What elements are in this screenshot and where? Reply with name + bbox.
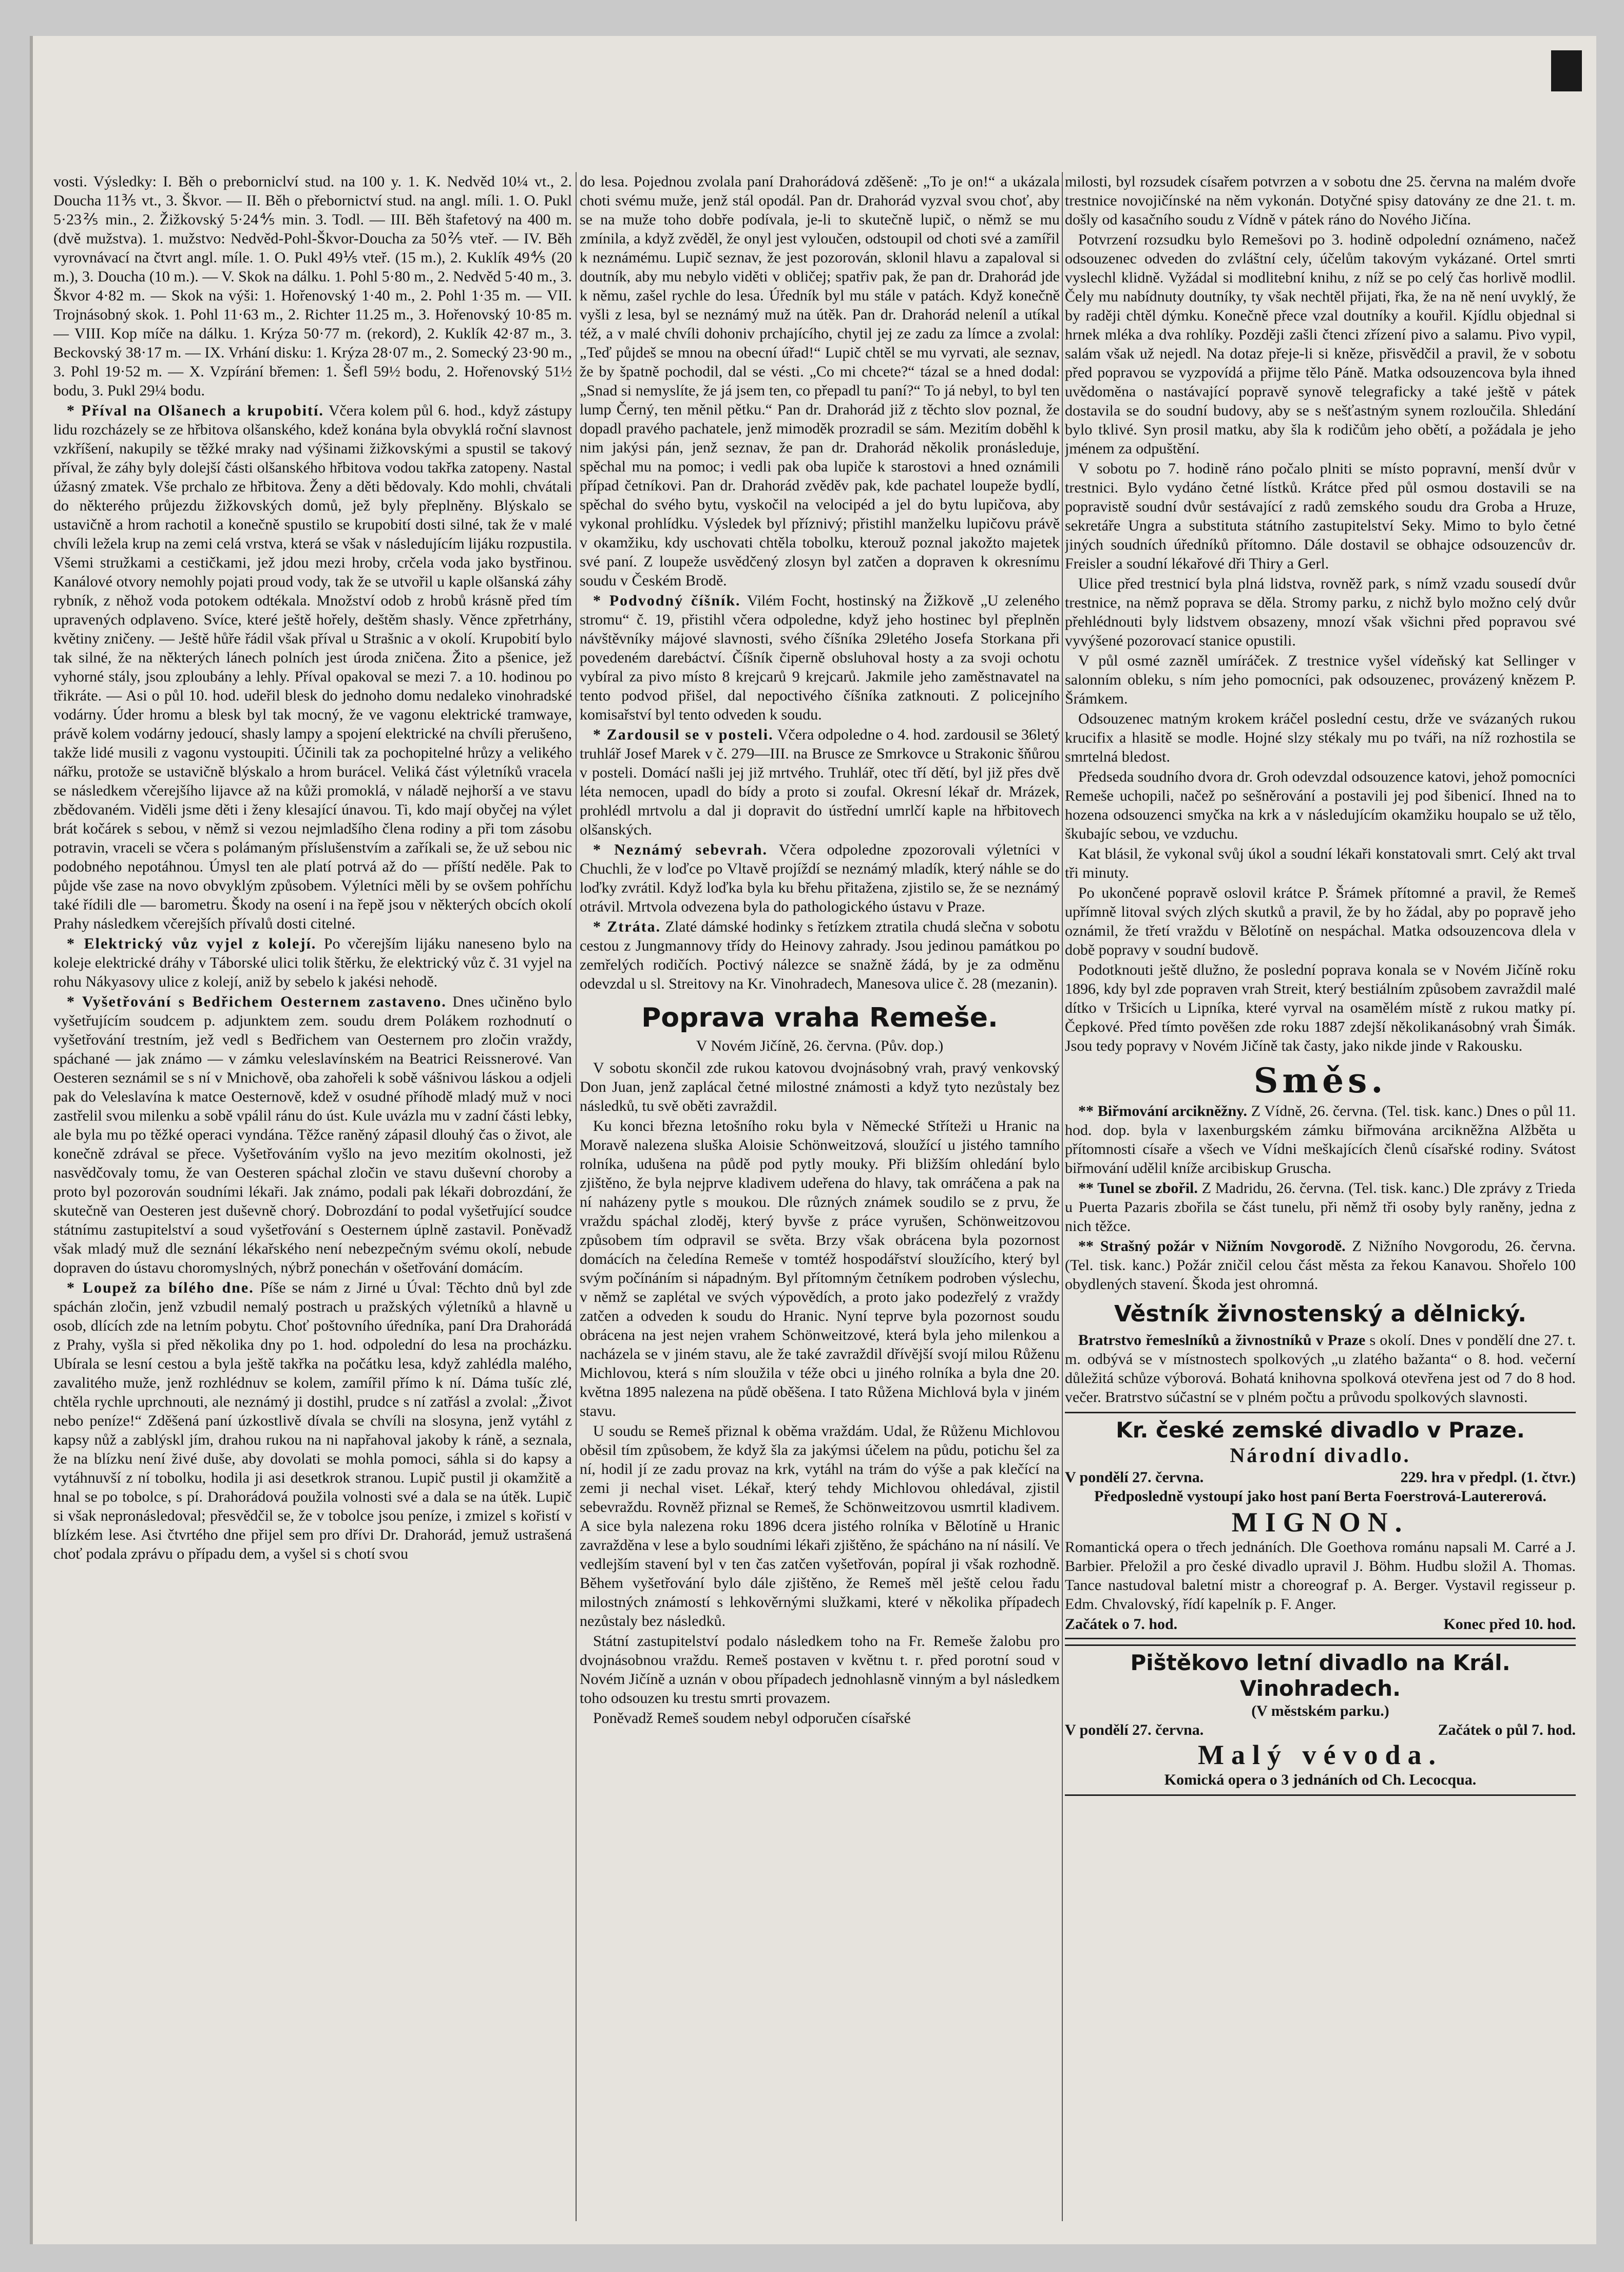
theatre-subtitle: Národní divadlo.	[1230, 1444, 1411, 1467]
execution-paragraph: Potvrzení rozsudku bylo Remešovi po 3. hodině odpolední oznámeno, načež odsouzenec odveden do zvláštní cely, účelům takovým vykázané. Ortel smrti vyslechl klidně. Vyžádal si modlitební knihu, z níž se po celý čas horlivě modlil. Čely mu nabídnuty doutníky, ty však nechtěl přijati, řka, že na ně není uvyklý, že by raději chtěl dýmku. Konečně přece vzal doutníky a kouřil. Kjídlu objednal si hrnek mléka a dva rohlíky. Později zašli čtenci zřízení pivo a salamu. Pivo vypil, salám však už nejedl. Na dotaz přeje-li si kněze, přisvědčil a pravil, že v sobotu před popravou se vyzpovídá a přijme tělo Páně. Matka odsouzencova byla ihned uvědoměna o nastávající popravě synově telegraficky a také ještě v pátek dostavila se do soudní budovy, aby se s nešťastným synem rozloučila. Shledání bylo tklivé. Syn prosil matku, aby šla k rodičům jeho obětí, a požádala je jeho jménem za odpuštění.	[1065, 231, 1576, 457]
article-lead: * Ztráta.	[593, 918, 661, 935]
misc-body: Z Nižního Novgorodu, 26. června. (Tel. tisk. kanc.) Požár zničil celou část města za řekou Kanavou. Shořelo 100 obydlených stavení. Škoda jest ohromná.	[1065, 1238, 1576, 1293]
execution-paragraph: Odsouzenec matným krokem kráčel poslední cestu, drže ve svázaných rukou krucifix a hlasitě se modle. Hojné slzy stékaly mu po tváři, na níž rozhostila se smrtelná bledost.	[1065, 710, 1576, 765]
article-oestern	[53, 992, 572, 1277]
misc-lead: ** Tunel se zbořil.	[1078, 1180, 1198, 1197]
article-body: Dnes učiněno bylo vyšetřujícím soudcem p. adjunktem zem. soudu drem Polákem rozhodnutí o vyšetřování trestním, jež vedl s Bedřichem van Oesternem pro zločin vraždy, spáchané — jak známo — v zámku veleslavínském na Beatrici Reissnerové. Van Oesteren seznámil se s ní v Mnichově, oba zahořeli k sobě vášnivou láskou a odjeli pak do Veleslavína k matce Oesternově, kdež v osudné příhodě mladý muž v noci zastřelil svou milenku a sobě vpálil ránu do úst. Kule uvázla mu v zadní části lebky, ale byla mu po těžké operaci vyndána. Těžce raněný zápasil dlouhý čas o život, ale konečně zdrával se přece. Vyšetřováním vyšlo na jevo mezitím okolnosti, jež nasvědčovaly tomu, že van Oesteren spáchal zločin ve stavu duševní choroby a proto byl pozorován soudními lékaři. Jak známo, podali pak lékaři dobrozdání, že skutečně van Oesteren jest duševně chorý. Dobrozdání to podal vyšetřující soudce státnímu zastupitelství a soud vyšetřování s Oesternem úplně zastavil. Poněvadž však mladý muž dle seznání lékařského není nebezpečným svému okolí, nebude dopraven do ústavu choromyslných, nýbrž ponechán v ošetřování domácím.	[53, 993, 572, 1276]
theatre-title: Pištěkovo letní divadlo na Král. Vinohradech.	[1130, 1650, 1511, 1701]
misc-body: Z Madridu, 26. června. (Tel. tisk. kanc.) Dle zprávy z Trieda u Puerta Pazaris zbořila se část tunelu, při němž tři osoby byly raněny, jedna z nich těžce.	[1065, 1180, 1576, 1235]
execution-paragraph: Kat blásil, že vykonal svůj úkol a soudní lékaři konstatovali smrt. Celý akt trval tři minuty.	[1065, 845, 1576, 881]
execution-paragraph: V půl osmé zazněl umíráček. Z trestnice vyšel vídeňský kat Sellinger v salonním obleku, s ním jeho pomocníci, pak odsouzenec, provázený knězem P. Šrámkem.	[1065, 652, 1576, 707]
play-title: Malý vévoda.	[1198, 1739, 1443, 1770]
vestnik-item	[1065, 1331, 1576, 1407]
article-body: Včera odpoledne zpozorovali výletníci v Chuchli, že v loďce po Vltavě projíždí se neznámý mladík, který náhle se do loďky zvrátil. Když loďka byla ku břehu přitažena, zjistilo se, že se neznámý otrávil. Mrtvola odvezena byla do pathologického ústavu v Praze.	[580, 841, 1060, 915]
execution-paragraph: Ulice před trestnicí byla plná lidstva, rovněž park, s nímž vzadu sousedí dvůr trestnice, na němž popravа se děla. Stromy parku, z nichž bylo možno celý dvůr přehlédnouti byly lidstvem obsazeny, mnozí však všichni před popravou své vyvýšené pozorovací stanice opustili.	[1065, 575, 1576, 649]
misc-lead: ** Biřmování arcikněžny.	[1078, 1103, 1248, 1120]
play-title: MIGNON.	[1231, 1507, 1409, 1538]
column-right	[1065, 172, 1576, 2221]
scan-corner-mark	[1551, 50, 1582, 91]
vestnik-lead: Bratrstvo řemeslníků a živnostníků v Praze	[1078, 1332, 1366, 1349]
article-suicide	[580, 725, 1060, 839]
misc-item	[1065, 1102, 1576, 1178]
theatre-listing-national	[1065, 1412, 1576, 1639]
theatre-date: V pondělí 27. června.	[1065, 1721, 1204, 1738]
theatre-listing-summer	[1065, 1644, 1576, 1796]
theatre-note: Předposledně vystoupí jako host paní Berta Foerstrová-Lautererová.	[1094, 1488, 1546, 1505]
theatre-times-row	[1065, 1615, 1576, 1634]
article-lead: * Příval na Olšanech a krupobití.	[67, 402, 324, 419]
play-description: Romantická opera o třech jednáních. Dle Goethova románu napsali M. Carré a J. Barbier. Přeložil a pro české divadlo upravil J. Böhm. Hudbu složil A. Thomas. Tance nastudoval baletní mistr a choreograf p. A. Berger. Vystavil regisseur p. Edm. Chvalovský, řídí kapelník p. F. Anger.	[1065, 1539, 1576, 1613]
misc-body: Z Vídně, 26. června. (Tel. tisk. kanc.) Dnes o půl 11. hod. dop. byla v laxenburgském zámku biřmována arcikněžna Alžběta u přítomnosti císaře a všech ve Vídni meškajících členů císařské rodiny. Svátost biřmování udělil kníže arcibiskup Gruscha.	[1065, 1103, 1576, 1177]
theatre-date-row	[1065, 1720, 1576, 1739]
article-body: Po včerejším lijáku naneseno bylo na koleje elektrické dráhy v Táborské ulici tolik štěrku, že elektrický vůz č. 31 vyjel na rohu Nákyasovy ulice z kolejí, aniž by sebelo k jakési nehodě.	[53, 935, 572, 990]
article-headline: Poprava vraha Remeše.	[641, 1002, 998, 1033]
execution-paragraph: Poněvadž Remeš soudem nebyl odporučen císařské	[593, 1710, 911, 1727]
column-rule	[576, 172, 577, 2221]
article-tram	[53, 934, 572, 991]
theatre-date: V pondělí 27. června.	[1065, 1469, 1204, 1486]
article-unknown	[580, 840, 1060, 916]
execution-paragraph: Ku konci března letošního roku byla v Německé Stříteži u Hranic na Moravě nalezena sluška Aloisie Schönweitzová, sloužící u jistého tamního rolníka, udušena na půdě pod pytly mouky. Při bližším ohledání bylo zjištěno, že byla nejprve kladivem udeřena do hlavy, tak omráčena a pak na ní naházeny pytle s moukou. Dle různých známek soudilo se z prvu, že vraždu spáchal zloděj, který byvše z práce vyrušen, Schönweitzovou způsobem tím odpravil se světa. Brzy však obrácena byla pozornost domácích na čeledína Remeše v tomtéž hospodářství sloužícího, který byl svým počínáním si nápadným. Byl přítomným četníkem podroben výslechu, v němž se zaplétal ve svých výpovědích, a proto jako podezřelý z vraždy zatčen a odveden k soudu do Hranic. Nyní teprve byla pozornost soudu obrácena na jest nejen vrahem Schönweitzové, která byla jeho milenkou a nacházela se v jiném stavu, ale že také zavraždil dřívější svojí milou Růženu Michlovou, která s ním sloužila v téže obci u jiného rolníka a byla dne 20. května 1895 nalezena na půdě oběšena. I tato Růžena Michlová byla v jiném stavu.	[580, 1118, 1060, 1419]
execution-paragraph: Podotknouti ještě dlužno, že poslední poprava konala se v Novém Jičíně roku 1896, kdy byl zde popraven vrah Streit, který bestiálním způsobem zavraždil malé dítko v Tršicích u Lipníka, které vyrval na osamělém místě z rukou matky pí. Čepkové. Před tímto pověšen zde roku 1887 zdejší několikanásobný vrah Šimák. Jsou tedy popravy v Novém Jičíně tak časty, jako nikde jinde v Rakousku.	[1065, 961, 1576, 1054]
column-middle	[580, 172, 1060, 2221]
article-body: Vilém Focht, hostinský na Žižkově „U zeleného stromu“ č. 19, přistihl včera odpoledne, když jeho hostinec byl přeplněn návštěvníky májové slavnosti, svého číšníka 29letého Josefa Storkana při povedeném darebáctví. Číšník čiperně obsluhoval hosty a za svoji ochotu vybíral za pivo místo 8 krejcarů 9 krejcarů. Jakmile jeho zaměstnavatel na tento podvod přišel, dal nepoctivého číšníka zatknouti. Z policejního komisařství byl tento odveden k soudu.	[580, 592, 1060, 723]
article-lead: * Vyšetřování s Bedřichem Oesternem zastaveno.	[67, 993, 447, 1010]
article-body: Včera kolem půl 6. hod., když zástupy lidu rozcházely se ze hřbitova olšanského, kdež konána byla obvyklá roční slavnost vzkříšení, nakupily se těžké mraky nad výšinami žižkovskými a spustil se takový příval, že záhy byly dolejší části olšanského hřbitova vodou takřka zatopeny. Nastal úžasný zmatek. Vše prchalo ze hřbitova. Ženy a děti bědovaly. Kdo mohli, chvátali do některého průjezdu žižkovských domů, jež byly přeplněny. Blýskalo se ustavičně a hrom rachotil a konečně spustilo se krupobití dosti silné, tak že v malé chvíli ležela krup na zemi celá vrstva, která se však v následujícím lijáku rozpustila. Všemi stružkami a cestičkami, jež jdou mezi hroby, crčela voda jako bystřinou. Kanálové otvory nemohly pojati proud vody, tak že se utvořil u kaple olšanská záhy rybník, z něhož voda potokem odtékala. Množství odob z hrobů krásně před tím upravených odplaveno. Svíce, které ještě hořely, deštěm shasly. Věnce zpřetrhány, květiny zničeny. — Ještě hůře řádil však příval u Strašnic a v okolí. Krupobití bylo tak silné, že na některých lánech polních jest úroda zničena. Žito a pšenice, jež vyhorné stály, jsou zploubány a lehly. Příval opakoval se mezi 7. a 10. hodinou po třikráte. — Asi o půl 10. hod. udeřil blesk do jednoho domu nedaleko vinohradské vodárny. Úder hromu a blesk byl tak mocný, že ve vagonu elektrické tramwaye, právě kolem vodárny jedoucí, shasly lampy a spojení elektrické na chvíli přerušeno, takže lidé musili z vagonu vystoupiti. Účinili tak za pochopitelné hrůzy a velikého nářku, protože se ustavičně blýskalo a hrom burácel. Veliká část výletníků vracela se následkem včerejšího lijavce až na kůži promoklá, v náladě nejhorší a ve stavu zbědovaném. Viděli jsme děti i ženy klesající únavou. Ti, kdo mají obyčej na výlet brát kočárek s sebou, v němž si vezou nejmladšího člena rodiny a při tom zásobu potravin, vraceli se včera s polámaným příslušenstvím a zaříkali se, že už sebou nic podobného nepotáhnou. Úmysl ten ale platí potrvá až do — příští neděle. Pak to půjde vše zase na novo obvyklým způsobem. Výletníci měli by se ovšem pohříchu také řídili dle — barometru. Škody na osení i na řepě jsou v některých obcích okolí Prahy následkem včerejších přívalů dosti citelné.	[53, 402, 572, 932]
vestnik-body: s okolí. Dnes v pondělí dne 27. t. m. odbývá se v místnostech spolkových „u zlatého bažanta“ o 8. hod. večerní důležitá schůze výborová. Bohatá knihovna spolková otevřena jest od 7 do 8 hod. večer. Bratrstvo súčastní se v plném počtu a průvodu spolkových slavnosti.	[1065, 1332, 1576, 1406]
execution-paragraph: V sobotu skončil zde rukou katovou dvojnásobný vrah, pravý venkovský Don Juan, jenž zaplácal četné milostné známosti a když tyto nezůstaly bez následků, tu svě oběti zavraždil.	[580, 1059, 1060, 1114]
section-title-vestnik: Věstník živnostenský a dělnický.	[1114, 1301, 1526, 1327]
execution-paragraph: U soudu se Remeš přiznal k oběma vraždám. Udal, že Růženu Michlovou oběsil tím způsobem, že když šla za jakýmsi účelem na půdu, potichu šel za ní, hodil jí ze zadu provaz na krk, vytáhl na trám do výše a pak klečící na zemi ji nechal viset. Lékař, který tehdy Michlovou ohledával, zjistil sebevraždu. Rovněž přiznal se Remeš, že Schönweitzovou usmrtil kladivem. A sice byla nalezena roku 1896 dcera jistého rolníka v Bělotíně u Hranic zavražděna v lese a bylo soudními lékaři zjištěno, že spácháno na ní násilí. Ve vedlejším stavení byl v ten čas zatčen vyšetřován, popíral ji však rozhodně. Během vyšetřování bylo dále zjištěno, že Remeš měl ještě celou řadu milostných známostí s lehkověrnými služkami, které v několika případech nezůstaly bez následků.	[580, 1423, 1060, 1630]
misc-lead: ** Strašný požár v Nižním Novgorodě.	[1078, 1238, 1346, 1255]
execution-paragraph: milosti, byl rozsudek císařem potvrzen a v sobotu dne 25. června na malém dvoře trestnice novojičínské na něm vykonán. Dotyčné spisy datovány ze dne 21. t. m. došly od kasačního soudu z Vídně v pátek ráno do Nového Jičína.	[1065, 173, 1576, 228]
article-loss	[580, 917, 1060, 993]
article-lead: * Loupež za bílého dne.	[67, 1279, 254, 1296]
theatre-subtitle: (V městském parku.)	[1251, 1702, 1389, 1719]
misc-item	[1065, 1179, 1576, 1236]
execution-paragraph: Státní zastupitelství podalo následkem toho na Fr. Remeše žalobu pro dvojnásobnou vraždu. Remeš postaven v květnu t. r. před porotní soud v Novém Jičíně a uznán v obou případech jednohlasně vinným a byl následkem toho odsouzen ku trestu smrti provazem.	[580, 1633, 1060, 1707]
column-rule	[1062, 172, 1063, 2221]
article-waiter	[580, 591, 1060, 724]
article-lead: * Elektrický vůz vyjel z kolejí.	[67, 935, 317, 952]
end-time: Konec před 10. hod.	[1443, 1616, 1576, 1633]
execution-paragraph: V sobotu po 7. hodině ráno počalo plniti se místo popravní, menší dvůr v trestnici. Bylo vydáno četné lístků. Krátce před půl osmou dostavili se na popravistě soudní dvůr sestávající z radů zemského soudu dra Groba a Hruze, sekretáře Ungra a substituta státního zastupitelství Seky. Mimo to bylo četné jiných soudních úředníků přítomno. Dále dostavil se obhajce odsouzencův dr. Freisler a soudní lékařové dři Thiry a Gerl.	[1065, 460, 1576, 572]
article-body: Zlaté dámské hodinky s řetízkem ztratila chudá slečna v sobotu cestou z Jungmannovy třídy do Heinovy zahrady. Jsou jedinou památkou po zemřelých rodičích. Poctivý nálezce se snažně žádá, by je za odměnu odevzdal u sl. Streitovy na Kr. Vinohradech, Manesova ulice č. 28 (mezanin).	[580, 918, 1060, 992]
article-robbery	[53, 1278, 572, 1563]
article-lead: * Podvodný číšník.	[593, 592, 741, 609]
article-dateline: V Novém Jičíně, 26. června. (Pův. dop.)	[696, 1037, 944, 1054]
theatre-title: Kr. české zemské divadlo v Praze.	[1116, 1417, 1525, 1443]
column-left	[53, 172, 572, 2221]
article-lead: * Neznámý sebevrah.	[593, 841, 768, 858]
execution-paragraph: Předseda soudního dvora dr. Groh odevzdal odsouzence katovi, jehož pomocníci Remeše uchopili, načež po sešněrování a postavili jej pod šibenicí. Ihned na to hozena odsouzenci smyčka na krk a v následujícím okamžiku houpalo se už tělo, škubajíc sebou, ve vzduchu.	[1065, 768, 1576, 842]
newspaper-page	[30, 36, 1596, 2244]
start-time: Začátek o 7. hod.	[1065, 1616, 1178, 1633]
start-time: Začátek o půl 7. hod.	[1438, 1721, 1576, 1738]
misc-item	[1065, 1237, 1576, 1294]
article-storm	[53, 401, 572, 933]
sports-results: vosti. Výsledky: I. Běh o preborniclví stud. na 100 y. 1. K. Nedvěd 10¼ vt., 2. Doucha 11⅗ vt., 3. Škvor. — II. Běh o přebornictví stud. na angl. míli. 1. O. Pukl 5·23⅖ min., 2. Žižkovský 5·24⅘ min. 3. Todl. — III. Běh štafetový na 400 m. (dvě mužstva). 1. mužstvo: Nedvěd-Pohl-Škvor-Doucha za 50⅖ vteř. — IV. Běh vyrovnávací na čtvrt angl. míle. 1. O. Pukl 49⅕ vteř. (15 m.), 2. Kuklík 49⅘ (20 m.), 3. Doucha (10 m.). — V. Skok na dálku. 1. Pohl 5·80 m., 2. Nedvěd 5·40 m., 3. Škvor 4·82 m. — Skok na výši: 1. Hořenovský 1·40 m., 2. Pohl 1·35 m. — VII. Trojnásobný skok. 1. Pohl 11·63 m., 2. Richter 11.25 m., 3. Hořenovský 10·85 m. — VIII. Kop míče na dálku. 1. Krýza 50·77 m. (rekord), 2. Kuklík 42·87 m., 3. Beckovský 38·17 m. — IX. Vrhání disku: 1. Krýza 28·07 m., 2. Somecký 23·90 m., 3. Pohl 19·52 m. — X. Vzpírání břemen: 1. Šefl 59½ bodu, 2. Hořenovský 51½ bodu, 3. Pukl 29¼ bodu.	[53, 173, 572, 399]
theatre-date-row	[1065, 1468, 1576, 1487]
article-lead: * Zardousil se v posteli.	[593, 726, 774, 743]
article-robbery-cont: do lesa. Pojednou zvolala paní Drahorádová zděšeně: „To je on!“ a ukázala choti svému muže, jenž stál opodál. Pan dr. Drahorád vyzval svou choť, aby se na muže toho dobře podívala, je-li to skutečně lupič, o němž se mu zmínila, a když zvěděl, že onyl jest vyloučen, odstoupil od choti své a zamířil k neznámému. Lupič seznav, že jest pozorován, sklonil hlavu a zapaloval si doutník, aby mu nebylo viděti v obličej; spatřiv pak, že pan dr. Drahorád jde k němu, zašel rychle do lesa. Úředník byl mu stále v patách. Když konečně vyšli z lesa, byl se neznámý muž na útěk. Pan dr. Drahorád neleníl a utíkal též, a v malé chvíli dohoniv prchajícího, chytil jej ze zadu za límce a zvolal: „Teď půjdeš se mnou na obecní úřad!“ Lupič chtěl se mu vyrvati, ale seznav, že by špatně pochodil, dal se vésti. „Co mi chcete?“ tázal se a hned dodal: „Snad si nemyslíte, že já jsem ten, co přepadl tu paní?“ To já nebyl, to byl ten lump Černý, ten měnil pětku.“ Pan dr. Drahorád již z těchto slov poznal, že dopadl pravého pachatele, jenž mimoděk prozradil se sám. Mezitím doběhl k nim jakýsi pán, jenž seznav, že pan dr. Drahorád několik pronásleduje, spěchal mu na pomoc; i vedli pak oba lupiče k starostovi a hned oznámili případ četníkovi. Pan dr. Drahorád zvěděv pak, kde pachatel loupeže bydlí, spěchal do svého bytu, vyskočil na velocipéd a jel do bytu lupičova, aby vykonal prohlídku. Výsledek byl příznivý; přistihl manželku lupičovu právě v okamžiku, kdy uschovati chtěla tobolku, kterouž poznal jakožto majetek své paní. Z loupeže usvědčený zlosyn byl zatčen a dopraven k okresnímu soudu v Českém Brodě.	[580, 173, 1060, 589]
execution-paragraph: Po ukončené popravě oslovil krátce P. Šrámek přítomné a pravil, že Remeš upřímně litoval svých zlých skutků a pravil, že by ho žádal, aby po popravě jeho oznámil, že třetí vraždu v Bělotíně on nespáchal. Matka odsouzencova dlela v době popravy v soudní budově.	[1065, 884, 1576, 958]
play-description: Komická opera o 3 jednáních od Ch. Lecocqua.	[1164, 1771, 1477, 1788]
section-title-smes: Směs.	[1253, 1061, 1387, 1101]
theatre-performance: 229. hra v předpl. (1. čtvr.)	[1400, 1469, 1576, 1486]
article-body: Včera odpoledne o 4. hod. zardousil se 36letý truhlář Josef Marek v č. 279—III. na Brusce ze Smrkovce u Strakonic šňůrou v posteli. Domácí našli jej již mrtvého. Truhlář, otec tří dětí, byl již přes dvě léta nemocen, upadl do bídy a proto si zoufal. Okresní lékař dr. Mrázek, prohlédl mrtvolu a dal ji dopravit do ústřední umrlčí kaple na hřbitovech olšanských.	[580, 726, 1060, 838]
article-body: Píše se nám z Jirné u Úval: Těchto dnů byl zde spáchán zločin, jenž vzbudil nemalý postrach u pražských výletníků a hlavně u osob, dlících zde na letním pobytu. Choť poštovního úředníka, paní Dra Drahorádá z Prahy, vyšla si před několika dny po 1. hod. odpolední do lesa na procházku. Ubírala se lesní cestou a byla ještě takřka na počátku lesa, když zahlédla malého, zavalitého muže, jenž rozhlédnuv se kolem, zamířil přímo k ní. Dáma tušíc zlé, chtěla rychle uprchnouti, ale neznámý ji dostihl, prudce s ní zatřásl a zvolal: „Život nebo peníze!“ Zděšená paní úzkostlivě dívala se chvíli na slosyna, jenž vytáhl z kapsy nůž a zablýskl jím, drahou rukou na ni napřahoval jakoby k ráně, a seznala, že na blízku není živé duše, aby dovolati se mohla pomoci, sáhla si do kapsy a vytáhnuvší z ní tobolku, hodila ji asi desetkrok stranou. Lupič pustil ji okamžitě a hnal se po tobolce, s pí. Drahorádová použila volnosti své a dala se na útěk. Lupič si však nepronásledoval; přesvědčil se, že v tobolce jsou peníze, i zmizel s kořistí v blízkém lese. Asi čtvrtého dne přijel sem pro dřívi Dr. Drahorád, jemuž ustrašená choť podala zprávu o případu dem, a vyšel si s chotí svou	[53, 1279, 572, 1562]
